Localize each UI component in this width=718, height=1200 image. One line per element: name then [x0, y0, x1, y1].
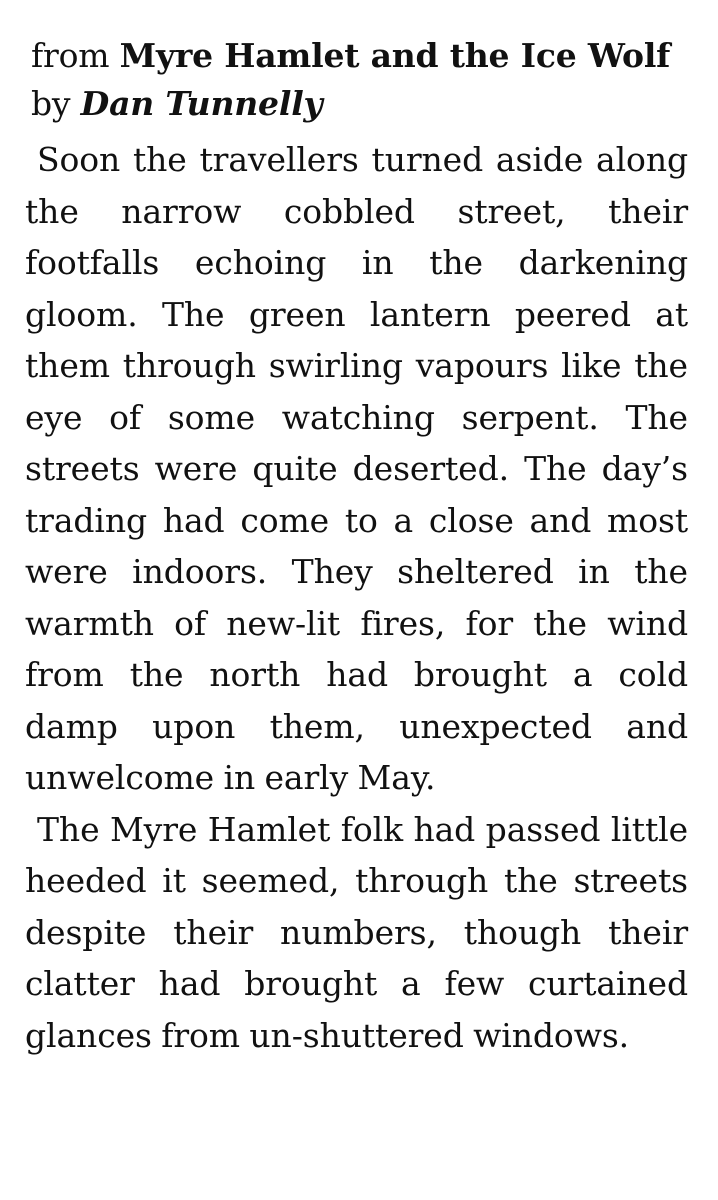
author-line	[25, 80, 688, 128]
paragraph-1: Soon the travellers turned aside along the narrow cobbled street, their footfalls echoing in the darkening gloom. The green lantern peered at them through swirling vapours like the eye of some watching serpent. The streets were quite deserted. The day’s trading had come to a close and most were indoors. They sheltered in the warmth of new-lit fires, for the wind from the north had brought a cold damp upon them, unexpected and unwelcome in early May.	[25, 140, 688, 797]
document-page	[25, 32, 688, 1061]
book-title: Myre Hamlet and the Ice Wolf	[119, 36, 671, 75]
title-line	[25, 32, 688, 80]
excerpt-heading	[25, 32, 688, 128]
paragraph-2: The Myre Hamlet folk had passed little heeded it seemed, through the streets despite their numbers, though their clatter had brought a few curtained glances from un-shuttered windows.	[25, 809, 688, 1055]
by-word: by	[31, 84, 71, 123]
from-word: from	[31, 36, 110, 75]
author-name: Dan Tunnelly	[80, 84, 323, 123]
excerpt-body	[25, 134, 688, 1061]
